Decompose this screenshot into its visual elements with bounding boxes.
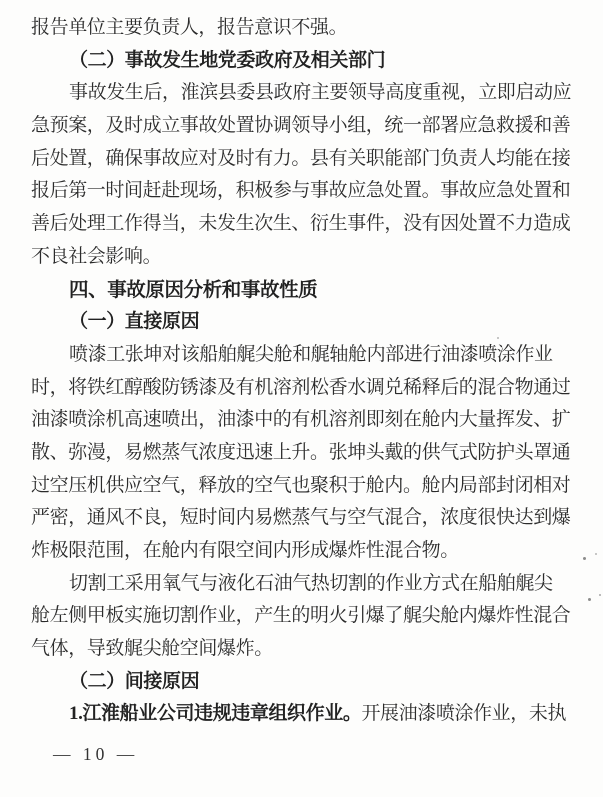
text-line: 切割工采用氧气与液化石油气热切割的作业方式在船舶艉尖 (69, 572, 553, 594)
text-line: 报告单位主要负责人，报告意识不强。 (31, 17, 348, 38)
numbered-item-text: 开展油漆喷涂作业，未执 (361, 703, 567, 725)
document-body (31, 12, 583, 731)
section-heading-cause-analysis: 四、事故原因分析和事故性质 (69, 278, 318, 301)
text-line: 舱左侧甲板实施切割作业，产生的明火引爆了艉尖舱内爆炸性混合 (31, 605, 571, 627)
text-line: 后处置，确保事故应对及时有力。县有关职能部门负责人均能在接 (31, 147, 571, 169)
text-line: 过空压机供应空气，释放的空气也聚积于舱内。舱内局部封闭相对 (31, 474, 571, 496)
page-number: — 10 — (53, 744, 139, 764)
text-line (31, 698, 583, 731)
text-line: 报后第一时间赶赴现场，积极参与事故应急处置。事故应急处置和 (31, 180, 571, 202)
text-line: 不良社会影响。 (31, 245, 162, 267)
scan-noise-dot (583, 557, 586, 560)
subsection-heading-indirect-cause: （二）间接原因 (69, 670, 200, 692)
scan-noise-dot (599, 594, 601, 596)
text-line: 事故发生后，淮滨县委县政府主要领导高度重视，立即启动应 (69, 82, 572, 104)
scan-noise-dot (497, 337, 499, 339)
text-line: 气体，导致艉尖舱空间爆炸。 (31, 638, 273, 660)
text-line: 严密，通风不良，短时间内易燃蒸气与空气混合，浓度很快达到爆 (31, 507, 571, 529)
section-heading-location-govt: （二）事故发生地党委政府及相关部门 (69, 49, 386, 71)
subsection-heading-direct-cause: （一）直接原因 (69, 311, 200, 333)
text-line: 喷漆工张坤对该船舶艉尖舱和艉轴舱内部进行油漆喷涂作业 (69, 343, 553, 365)
text-line: 炸极限范围，在舱内有限空间内形成爆炸性混合物。 (31, 540, 459, 561)
scan-noise-dot (595, 553, 597, 555)
scan-noise-dot (588, 598, 591, 601)
text-line: 急预案，及时成立事故处置协调领导小组，统一部署应急救援和善 (31, 115, 571, 137)
text-line: 时，将铁红醇酸防锈漆及有机溶剂松香水调兑稀释后的混合物通过 (31, 376, 571, 398)
numbered-item-title: 1.江淮船业公司违规违章组织作业。 (69, 703, 362, 725)
text-line: 油漆喷涂机高速喷出，油漆中的有机溶剂即刻在舱内大量挥发、扩 (31, 409, 571, 431)
text-line: 善后处理工作得当，未发生次生、衍生事件，没有因处置不力造成 (31, 213, 571, 235)
text-line: 散、弥漫，易燃蒸气浓度迅速上升。张坤头戴的供气式防护头罩通 (31, 441, 571, 463)
